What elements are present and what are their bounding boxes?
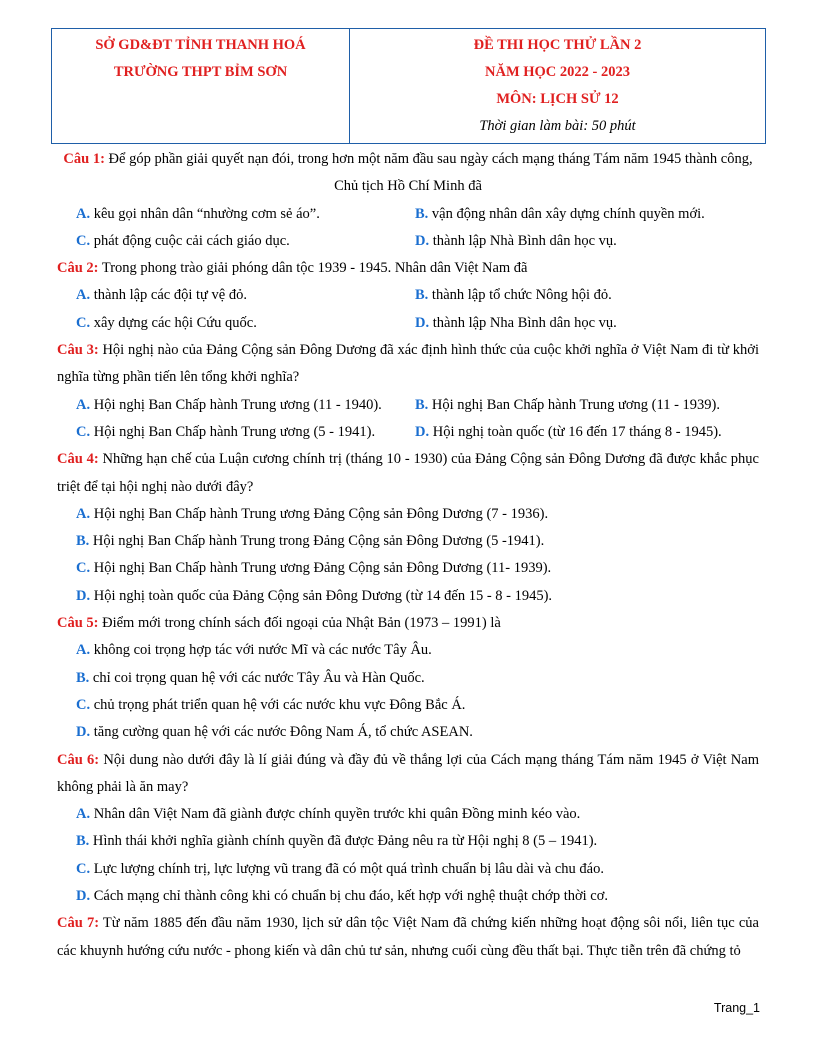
option-text: Nhân dân Việt Nam đã giành được chính quyền trước khi quân Đồng minh kéo vào. bbox=[90, 806, 581, 823]
option-label: B. bbox=[76, 833, 90, 850]
option-label: D. bbox=[76, 724, 91, 741]
option-label: D. bbox=[415, 232, 430, 249]
option-label: B. bbox=[415, 205, 429, 222]
question-label: Câu 2: bbox=[57, 260, 99, 277]
question-label: Câu 3: bbox=[57, 342, 99, 359]
question-stem bbox=[57, 337, 759, 392]
option-text: Cách mạng chỉ thành công khi có chuẩn bị chu đáo, kết hợp với nghệ thuật chớp thời cơ. bbox=[90, 888, 609, 905]
option-text: Hội nghị Ban Chấp hành Trung ương (11 - 1939). bbox=[428, 396, 720, 413]
option-label: C. bbox=[76, 232, 91, 249]
answer-options bbox=[57, 392, 759, 447]
answer-options bbox=[57, 801, 759, 910]
department-name: SỞ GD&ĐT TỈNH THANH HOÁ bbox=[95, 37, 306, 53]
option-label: C. bbox=[76, 860, 91, 877]
option-text: Hội nghị toàn quốc của Đảng Cộng sản Đông Dương (từ 14 đến 15 - 8 - 1945). bbox=[90, 587, 553, 604]
school-year: NĂM HỌC 2022 - 2023 bbox=[485, 64, 630, 80]
option-label: C. bbox=[76, 314, 91, 331]
option-b bbox=[415, 282, 754, 309]
option-label: C. bbox=[76, 560, 91, 577]
option-text: xây dựng các hội Cứu quốc. bbox=[90, 314, 257, 331]
option-b bbox=[415, 392, 754, 419]
option-d bbox=[415, 419, 754, 446]
option-d bbox=[415, 310, 754, 337]
option-b bbox=[76, 828, 759, 855]
subject: MÔN: LỊCH SỬ 12 bbox=[496, 91, 619, 107]
option-label: A. bbox=[76, 806, 91, 823]
option-text: tăng cường quan hệ với các nước Đông Nam Á, tổ chức ASEAN. bbox=[90, 724, 473, 741]
option-a bbox=[76, 201, 415, 228]
option-text: Hội nghị Ban Chấp hành Trung ương (11 - 1940). bbox=[90, 396, 382, 413]
option-d bbox=[76, 719, 759, 746]
option-text: chủ trọng phát triển quan hệ với các nước khu vực Đông Bắc Á. bbox=[90, 696, 466, 713]
question-1 bbox=[57, 146, 759, 255]
option-label: B. bbox=[415, 287, 429, 304]
option-b bbox=[76, 665, 759, 692]
option-label: D. bbox=[76, 587, 91, 604]
option-text: Hội nghị Ban Chấp hành Trung ương Đảng Cộng sản Đông Dương (11- 1939). bbox=[90, 560, 552, 577]
option-text: kêu gọi nhân dân “nhường cơm sẻ áo”. bbox=[90, 205, 320, 222]
question-label: Câu 5: bbox=[57, 615, 99, 632]
option-a bbox=[76, 637, 759, 664]
question-2 bbox=[57, 255, 759, 337]
question-text: Điểm mới trong chính sách đối ngoại của Nhật Bản (1973 – 1991) là bbox=[98, 615, 501, 632]
option-label: A. bbox=[76, 642, 91, 659]
option-text: Hội nghị Ban Chấp hành Trung ương (5 - 1941). bbox=[90, 423, 376, 440]
question-text: Những hạn chế của Luận cương chính trị (tháng 10 - 1930) của Đảng Cộng sản Đông Dương đã được khắc phục triệt để tại hội nghị nào dưới đây? bbox=[57, 451, 759, 495]
option-label: C. bbox=[76, 423, 91, 440]
option-text: thành lập Nhà Bình dân học vụ. bbox=[429, 232, 617, 249]
option-text: Hội nghị Ban Chấp hành Trung trong Đảng Cộng sản Đông Dương (5 -1941). bbox=[89, 533, 545, 550]
option-c bbox=[76, 228, 415, 255]
option-text: vận động nhân dân xây dựng chính quyền mới. bbox=[428, 205, 705, 222]
option-label: D. bbox=[76, 888, 91, 905]
question-label: Câu 6: bbox=[57, 751, 100, 768]
question-5 bbox=[57, 610, 759, 746]
answer-options bbox=[57, 637, 759, 746]
option-label: D. bbox=[415, 314, 430, 331]
exam-title: ĐỀ THI HỌC THỬ LẦN 2 bbox=[473, 37, 642, 53]
question-6 bbox=[57, 747, 759, 911]
option-a bbox=[76, 392, 415, 419]
option-text: Hình thái khởi nghĩa giành chính quyền đã được Đảng nêu ra từ Hội nghị 8 (5 – 1941). bbox=[89, 833, 598, 850]
option-label: A. bbox=[76, 205, 91, 222]
option-d bbox=[76, 583, 759, 610]
option-c bbox=[76, 310, 415, 337]
option-c bbox=[76, 419, 415, 446]
question-4 bbox=[57, 446, 759, 610]
school-name: TRƯỜNG THPT BỈM SƠN bbox=[113, 64, 288, 80]
option-label: B. bbox=[415, 396, 429, 413]
question-7 bbox=[57, 910, 759, 965]
question-label: Câu 7: bbox=[57, 915, 100, 932]
option-text: thành lập tổ chức Nông hội đỏ. bbox=[428, 287, 612, 304]
answer-options bbox=[57, 501, 759, 610]
exam-info bbox=[350, 29, 765, 143]
answer-options bbox=[57, 201, 759, 256]
question-stem bbox=[57, 446, 759, 501]
option-text: Hội nghị toàn quốc (từ 16 đến 17 tháng 8 - 1945). bbox=[429, 423, 722, 440]
option-label: A. bbox=[76, 287, 91, 304]
option-text: Lực lượng chính trị, lực lượng vũ trang đã có một quá trình chuẩn bị lâu dài và chu đáo. bbox=[90, 860, 604, 877]
option-d bbox=[76, 883, 759, 910]
option-label: A. bbox=[76, 505, 91, 522]
option-label: C. bbox=[76, 696, 91, 713]
option-label: D. bbox=[415, 423, 430, 440]
option-text: thành lập Nha Bình dân học vụ. bbox=[429, 314, 617, 331]
option-a bbox=[76, 501, 759, 528]
option-label: B. bbox=[76, 669, 90, 686]
question-label: Câu 4: bbox=[57, 451, 99, 468]
question-text: Hội nghị nào của Đảng Cộng sản Đông Dương đã xác định hình thức của cuộc khởi nghĩa ở Việt Nam đi từ khởi nghĩa từng phần tiến lên tổng khởi nghĩa? bbox=[57, 342, 759, 386]
question-text: Trong phong trào giải phóng dân tộc 1939 - 1945. Nhân dân Việt Nam đã bbox=[98, 260, 528, 277]
question-stem bbox=[57, 747, 759, 802]
question-stem bbox=[57, 910, 759, 965]
option-text: không coi trọng hợp tác với nước Mĩ và các nước Tây Âu. bbox=[90, 642, 432, 659]
option-text: thành lập các đội tự vệ đỏ. bbox=[90, 287, 247, 304]
option-label: A. bbox=[76, 396, 91, 413]
option-text: chỉ coi trọng quan hệ với các nước Tây Âu và Hàn Quốc. bbox=[89, 669, 425, 686]
school-info bbox=[52, 29, 350, 143]
answer-options bbox=[57, 282, 759, 337]
question-stem bbox=[57, 146, 759, 201]
option-b bbox=[76, 528, 759, 555]
question-text: Để góp phần giải quyết nạn đói, trong hơn một năm đầu sau ngày cách mạng tháng Tám năm 1945 thành công, Chủ tịch Hồ Chí Minh đã bbox=[104, 151, 753, 195]
question-3 bbox=[57, 337, 759, 446]
option-d bbox=[415, 228, 754, 255]
option-text: phát động cuộc cải cách giáo dục. bbox=[90, 232, 290, 249]
question-text: Nội dung nào dưới đây là lí giải đúng và đầy đủ về thắng lợi của Cách mạng tháng Tám năm 1945 ở Việt Nam không phải là ăn may? bbox=[57, 751, 759, 795]
option-a bbox=[76, 282, 415, 309]
time-limit: Thời gian làm bài: 50 phút bbox=[479, 118, 636, 134]
option-text: Hội nghị Ban Chấp hành Trung ương Đảng Cộng sản Đông Dương (7 - 1936). bbox=[90, 505, 549, 522]
option-c bbox=[76, 692, 759, 719]
question-label: Câu 1: bbox=[63, 151, 105, 167]
page-number: Trang_1 bbox=[713, 1001, 760, 1015]
option-label: B. bbox=[76, 533, 90, 550]
option-a bbox=[76, 801, 759, 828]
question-text: Từ năm 1885 đến đầu năm 1930, lịch sử dân tộc Việt Nam đã chứng kiến những hoạt động sôi nổi, liên tục của các khuynh hướng cứu nước - phong kiến và dân chủ tư sản, nhưng cuối cùng đều thất bại. Thực tiễn trên đã chứng tỏ bbox=[57, 915, 759, 959]
question-stem bbox=[57, 610, 759, 637]
question-list bbox=[57, 146, 759, 965]
option-c bbox=[76, 555, 759, 582]
option-c bbox=[76, 856, 759, 883]
exam-header bbox=[51, 28, 766, 144]
question-stem bbox=[57, 255, 759, 282]
option-b bbox=[415, 201, 754, 228]
